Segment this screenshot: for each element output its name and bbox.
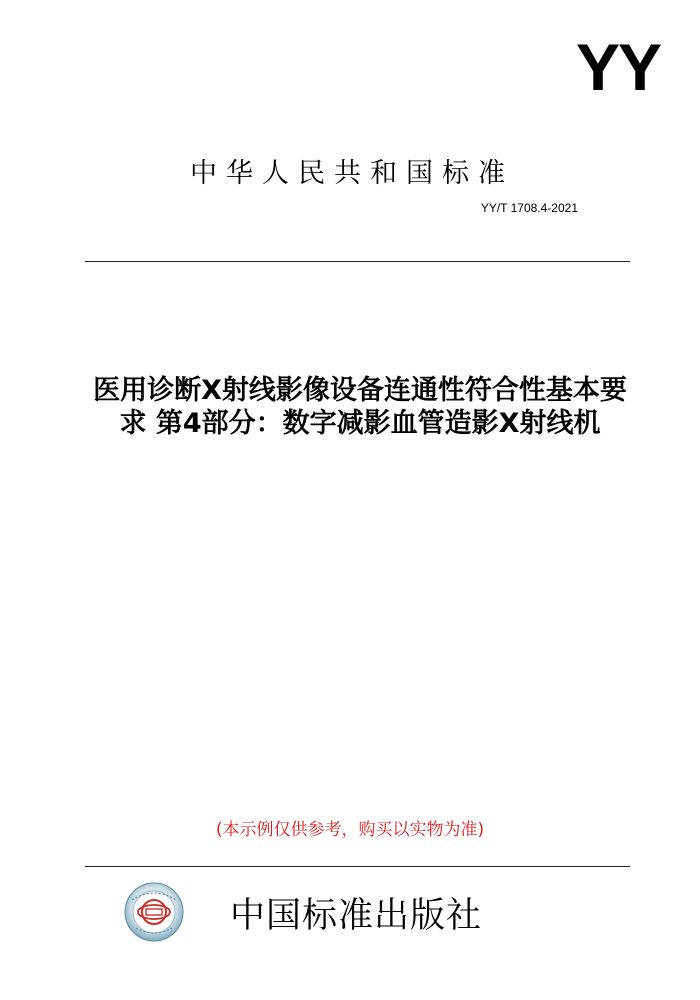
publisher-name: 中国标准出版社 <box>230 896 483 936</box>
document-title-line-2: 求 第4部分：数字减影血管造影X射线机 <box>119 408 601 439</box>
document-title <box>40 374 680 440</box>
national-standard-heading: 中华人民共和国标准 <box>190 158 514 189</box>
category-code: YY <box>575 30 660 104</box>
sample-note: (本示例仅供参考，购买以实物为准) <box>215 820 485 840</box>
publisher-seal-icon <box>124 882 184 942</box>
bottom-divider <box>85 866 630 867</box>
standard-number: YY/T 1708.4-2021 <box>480 201 578 215</box>
top-divider <box>85 261 630 262</box>
document-title-line-1: 医用诊断X射线影像设备连通性符合性基本要 <box>93 375 627 406</box>
